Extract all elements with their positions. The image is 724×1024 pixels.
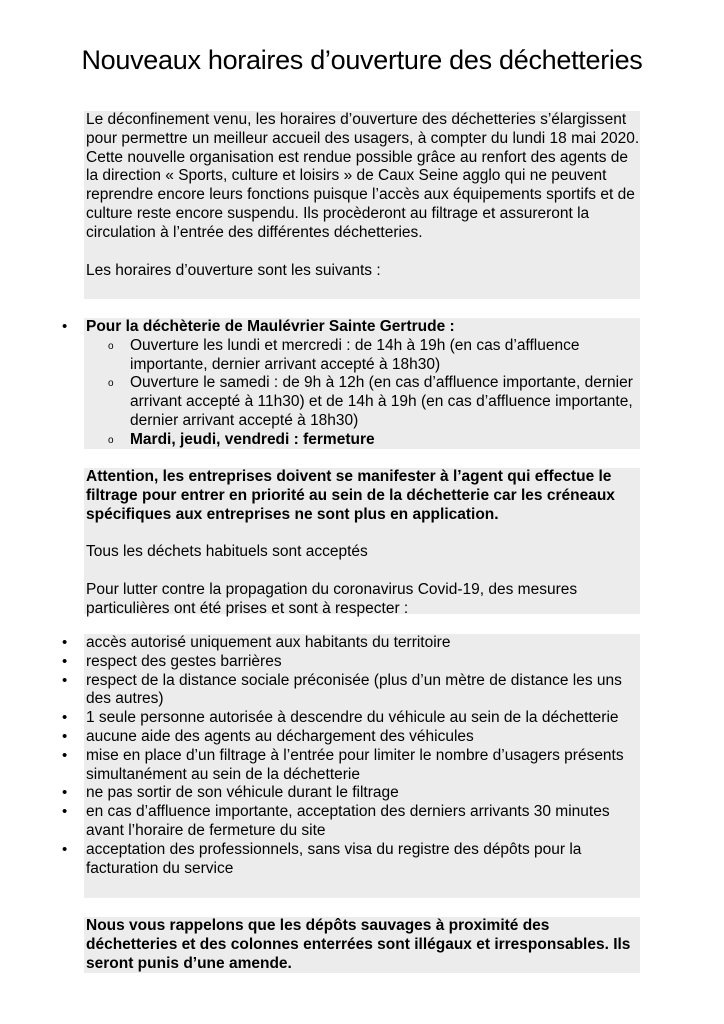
bullet-icon: •: [62, 784, 68, 802]
schedule-closed-days: Mardi, jeudi, vendredi : fermeture: [130, 430, 375, 448]
intro-paragraph: Le déconfinement venu, les horaires d’ouverture des déchetteries s’élargissent pour permettre un meilleur accueil des usagers, à compter du lundi 18 mai 2020. Cette nouvelle organisation est rendue possible grâce au renfort des agents de la direction « Sports, culture et loisirs » de Caux Seine agglo qui ne peuvent reprendre encore leurs fonctions puisque l’accès aux équipements sportifs et de culture reste encore suspendu. Ils procèderont au filtrage et assureront la circulation à l’entrée des différentes déchetteries.: [86, 111, 640, 241]
measure-item: [0, 841, 724, 879]
schedule-sublist: [86, 337, 640, 450]
companies-warning: Attention, les entreprises doivent se manifester à l’agent qui effectue le filtrage pour entrer en priorité au sein de la déchetterie car les créneaux spécifiques aux entreprises ne sont plus en application.: [86, 468, 615, 523]
bullet-icon: •: [62, 671, 68, 689]
measure-item: [0, 672, 724, 710]
bullet-icon: •: [62, 803, 68, 821]
measure-text: respect de la distance sociale préconisée (plus d’un mètre de distance les uns des autres): [86, 671, 622, 708]
measure-item: [0, 653, 724, 672]
measure-text: acceptation des professionnels, sans visa du registre des dépôts pour la facturation du service: [86, 840, 582, 877]
measure-text: accès autorisé uniquement aux habitants du territoire: [86, 634, 451, 651]
bullet-icon: •: [62, 840, 68, 858]
circle-bullet-icon: o: [108, 378, 114, 390]
schedule-subitem: [86, 374, 640, 430]
measure-item: [0, 728, 724, 747]
bullet-icon: •: [62, 318, 68, 335]
bullet-icon: •: [62, 652, 68, 670]
measure-item: [0, 747, 724, 785]
bullet-icon: •: [62, 634, 68, 651]
schedule-list: [0, 318, 724, 450]
measures-list: [0, 634, 724, 878]
bullet-icon: •: [62, 727, 68, 745]
schedule-heading: Pour la déchèterie de Maulévrier Sainte Gertrude :: [86, 318, 455, 335]
measure-item: [0, 709, 724, 728]
measures-intro: Pour lutter contre la propagation du coronavirus Covid-19, des mesures particulières ont été prises et sont à respecter :: [86, 581, 578, 617]
measure-text: 1 seule personne autorisée à descendre du véhicule au sein de la déchetterie: [86, 709, 619, 727]
circle-bullet-icon: o: [108, 340, 114, 352]
bullet-icon: •: [62, 746, 68, 764]
intro-block: [84, 111, 640, 299]
measure-text: respect des gestes barrières: [86, 652, 282, 670]
measure-item: [0, 803, 724, 841]
measure-text: mise en place d’un filtrage à l’entrée pour limiter le nombre d’usagers présents simultanément au sein de la déchetterie: [86, 746, 624, 783]
measure-text: aucune aide des agents au déchargement des véhicules: [86, 727, 474, 745]
warning-block: [84, 468, 640, 617]
measure-item: [0, 634, 724, 653]
bullet-icon: •: [62, 709, 68, 727]
schedule-subitem: [86, 431, 640, 450]
hours-intro: Les horaires d’ouverture sont les suivants :: [86, 261, 381, 279]
schedule-subitem: [86, 337, 640, 375]
page-title: Nouveaux horaires d’ouverture des déchetteries: [81, 45, 643, 75]
closing-block: [84, 917, 640, 973]
schedule-saturday: Ouverture le samedi : de 9h à 12h (en cas d’affluence importante, dernier arrivant accepté à 11h30) et de 14h à 19h (en cas d’affluence importante, dernier arrivant accepté à 18h30): [130, 374, 633, 429]
measure-text: ne pas sortir de son véhicule durant le filtrage: [86, 784, 399, 802]
circle-bullet-icon: o: [108, 434, 114, 446]
closing-notice: Nous vous rappelons que les dépôts sauvages à proximité des déchetteries et des colonnes enterrées sont illégaux et irresponsables. Ils seront punis d’une amende.: [86, 917, 631, 972]
measure-item: [0, 784, 724, 803]
measure-text: en cas d’affluence importante, acceptation des derniers arrivants 30 minutes avant l’horaire de fermeture du site: [86, 803, 610, 839]
waste-accepted: Tous les déchets habituels sont acceptés: [86, 543, 368, 561]
schedule-monday-wednesday: Ouverture les lundi et mercredi : de 14h à 19h (en cas d’affluence importante, dernier arrivant accepté à 18h30): [130, 336, 580, 373]
schedule-item: [0, 318, 724, 450]
